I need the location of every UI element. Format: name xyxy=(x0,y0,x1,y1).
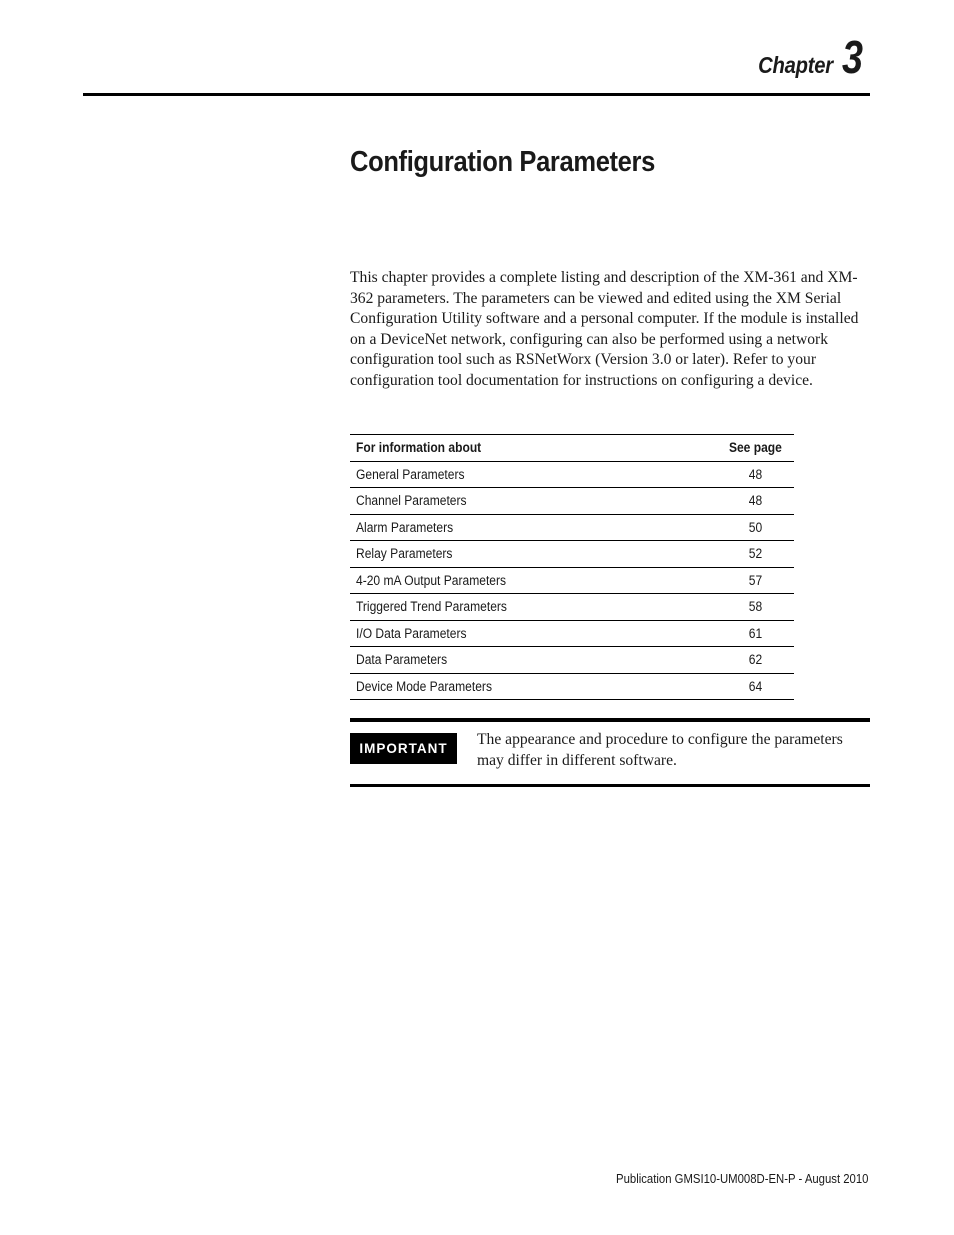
topic-table xyxy=(350,434,794,700)
topic-column-header: For information about xyxy=(356,440,482,456)
important-badge: IMPORTANT xyxy=(350,733,457,764)
page-cell[interactable]: 48 xyxy=(748,493,762,509)
important-text: The appearance and procedure to configure the parameters may differ in different software. xyxy=(477,731,843,769)
page-cell[interactable]: 50 xyxy=(748,519,762,535)
page-cell[interactable]: 52 xyxy=(748,546,762,562)
page-cell[interactable]: 64 xyxy=(748,678,762,694)
topic-cell[interactable]: Channel Parameters xyxy=(356,493,467,509)
page-column-header: See page xyxy=(716,435,794,462)
table-row xyxy=(350,673,794,700)
table-row xyxy=(350,567,794,594)
page-cell[interactable]: 61 xyxy=(748,625,762,641)
table-row xyxy=(350,488,794,515)
chapter-number: 3 xyxy=(842,31,864,83)
topic-cell[interactable]: Device Mode Parameters xyxy=(356,678,492,694)
topic-cell[interactable]: Alarm Parameters xyxy=(356,519,454,535)
chapter-label: Chapter xyxy=(757,52,833,78)
chapter-header xyxy=(748,31,868,83)
table-row xyxy=(350,461,794,488)
topic-cell[interactable]: General Parameters xyxy=(356,466,465,482)
table-row xyxy=(350,620,794,647)
page-cell[interactable]: 57 xyxy=(748,572,762,588)
topic-cell[interactable]: Triggered Trend Parameters xyxy=(356,599,507,615)
topic-table-header xyxy=(350,435,794,462)
intro-paragraph: This chapter provides a complete listing and description of the XM-361 and XM-362 parameters. The parameters can be viewed and edited using the XM Serial Configuration Utility software and a personal computer. If the module is installed on a DeviceNet network, configuring can also be performed using a network configuration tool such as RSNetWorx (Version 3.0 or later). Refer to your configuration tool documentation for instructions on configuring a device. xyxy=(350,269,859,389)
page-cell[interactable]: 58 xyxy=(748,599,762,615)
topic-cell[interactable]: I/O Data Parameters xyxy=(356,625,467,641)
topic-cell[interactable]: 4-20 mA Output Parameters xyxy=(356,572,507,588)
table-row xyxy=(350,594,794,621)
topic-cell[interactable]: Data Parameters xyxy=(356,652,448,668)
page-cell[interactable]: 62 xyxy=(748,652,762,668)
topic-cell[interactable]: Relay Parameters xyxy=(356,546,453,562)
important-note xyxy=(350,718,870,787)
page-title: Configuration Parameters xyxy=(350,146,655,178)
table-row xyxy=(350,541,794,568)
table-row xyxy=(350,647,794,674)
publication-footer: Publication GMSI10-UM008D-EN-P - August 2010 xyxy=(615,1172,868,1186)
table-row xyxy=(350,514,794,541)
page-cell[interactable]: 48 xyxy=(748,466,762,482)
chapter-rule xyxy=(83,93,870,96)
